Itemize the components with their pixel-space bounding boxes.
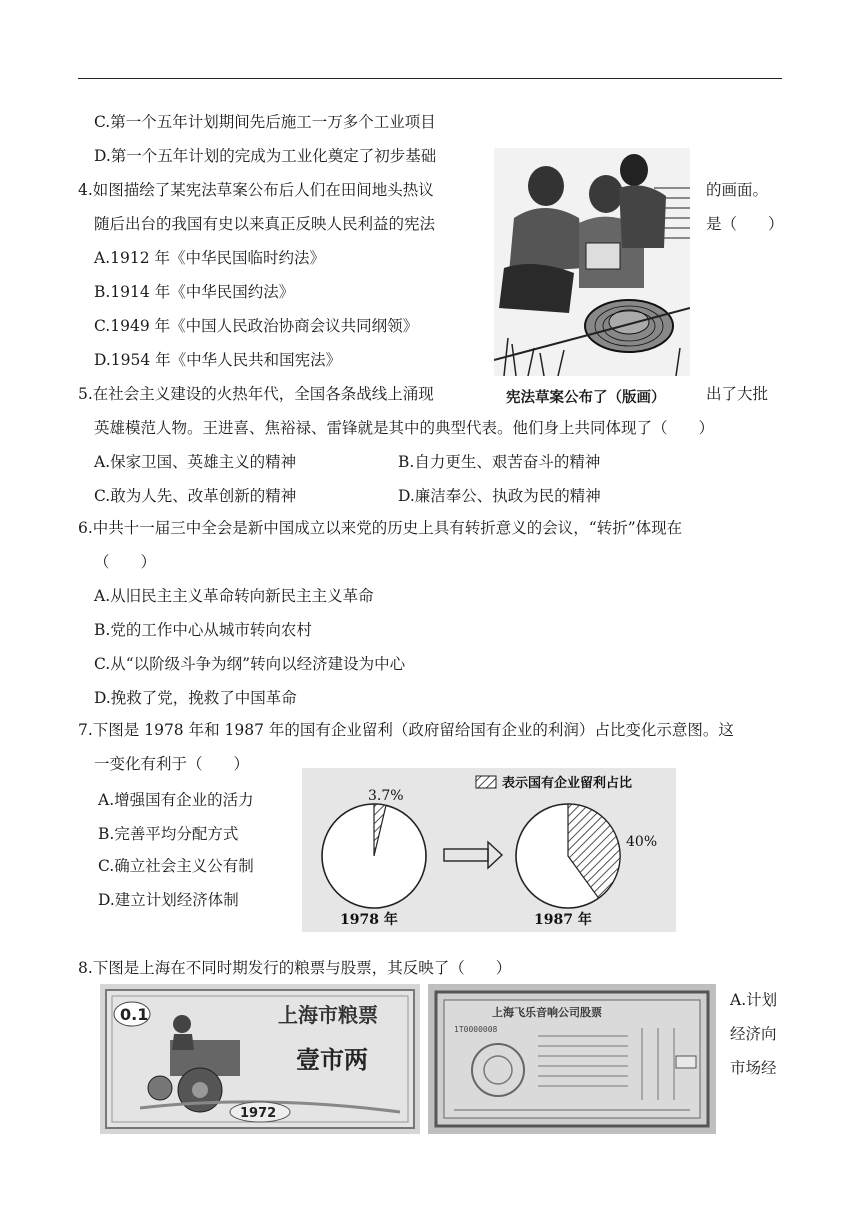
q6-option-d: D.挽救了党，挽救了中国革命 (94, 689, 297, 707)
q5-stem-1-end: 出了大批 (706, 385, 769, 403)
stock-title: 上海飞乐音响公司股票 (492, 1006, 602, 1019)
ticket-title: 上海市粮票 (278, 1003, 378, 1027)
q4-option-b: B.1914 年《中华民国约法》 (94, 283, 295, 301)
pie-1978-title: 1978 年 (340, 912, 398, 928)
stock-certificate-image (428, 984, 716, 1134)
q8-stem: 8.下图是上海在不同时期发行的粮票与股票，其反映了（ ） (78, 959, 512, 977)
q5-option-a: A.保家卫国、英雄主义的精神 (94, 453, 297, 471)
ticket-amount: 壹市两 (296, 1045, 368, 1074)
q8-option-a-1: A.计划 (730, 991, 778, 1009)
pie-chart-figure (302, 768, 676, 932)
q5-option-b: B.自力更生、艰苦奋斗的精神 (398, 453, 601, 471)
q6-stem-2: （ ） (94, 553, 157, 571)
q4-stem-1: 4.如图描绘了某宪法草案公布后人们在田间地头热议 (78, 181, 434, 199)
q4-stem-1-end: 的画面。 (706, 181, 769, 199)
ration-ticket-image (100, 984, 420, 1134)
q3-option-d: D.第一个五年计划的完成为工业化奠定了初步基础 (94, 147, 437, 165)
legend-label: 表示国有企业留利占比 (502, 776, 633, 791)
pie-1987-label: 40% (626, 834, 658, 850)
q7-option-b: B.完善平均分配方式 (98, 825, 239, 843)
woodcut-caption: 宪法草案公布了（版画） (506, 389, 666, 406)
ticket-year: 1972 (240, 1106, 277, 1121)
q8-option-a-2: 经济向 (730, 1025, 777, 1043)
pie-1978-label: 3.7% (368, 788, 404, 804)
q7-option-c: C.确立社会主义公有制 (98, 857, 254, 875)
pie-1987-title: 1987 年 (534, 912, 592, 928)
q4-option-c: C.1949 年《中国人民政治协商会议共同纲领》 (94, 317, 419, 335)
ticket-denomination: 0.1 (120, 1005, 149, 1024)
header-rule (78, 78, 782, 79)
q5-stem-1: 5.在社会主义建设的火热年代，全国各条战线上涌现 (78, 385, 434, 403)
q4-option-d: D.1954 年《中华人民共和国宪法》 (94, 351, 342, 369)
q4-stem-2: 随后出台的我国有史以来真正反映人民利益的宪法 (94, 215, 436, 233)
q4-stem-2-end: 是（ ） (706, 215, 784, 233)
q8-option-a-3: 市场经 (730, 1059, 777, 1077)
q6-stem-1: 6.中共十一届三中全会是新中国成立以来党的历史上具有转折意义的会议，“转折”体现在 (78, 519, 683, 537)
q5-option-d: D.廉洁奉公、执政为民的精神 (398, 487, 601, 505)
q5-option-c: C.敢为人先、改革创新的精神 (94, 487, 297, 505)
stock-number: 1T0000008 (454, 1025, 498, 1034)
q7-option-a: A.增强国有企业的活力 (98, 791, 254, 809)
q7-stem-1: 7.下图是 1978 年和 1987 年的国有企业留利（政府留给国有企业的利润）占比变化示意图。这 (78, 721, 734, 739)
q6-option-c: C.从“以阶级斗争为纲”转向以经济建设为中心 (94, 655, 406, 673)
q6-option-b: B.党的工作中心从城市转向农村 (94, 621, 312, 639)
q3-option-c: C.第一个五年计划期间先后施工一万多个工业项目 (94, 113, 436, 131)
q7-option-d: D.建立计划经济体制 (98, 891, 239, 909)
q5-stem-2: 英雄模范人物。王进喜、焦裕禄、雷锋就是其中的典型代表。他们身上共同体现了（ ） (94, 419, 715, 437)
q4-option-a: A.1912 年《中华民国临时约法》 (94, 249, 325, 267)
woodcut-illustration (494, 148, 690, 376)
legend-swatch (476, 776, 496, 788)
q6-option-a: A.从旧民主主义革命转向新民主主义革命 (94, 587, 374, 605)
q7-stem-2: 一变化有利于（ ） (94, 755, 250, 773)
